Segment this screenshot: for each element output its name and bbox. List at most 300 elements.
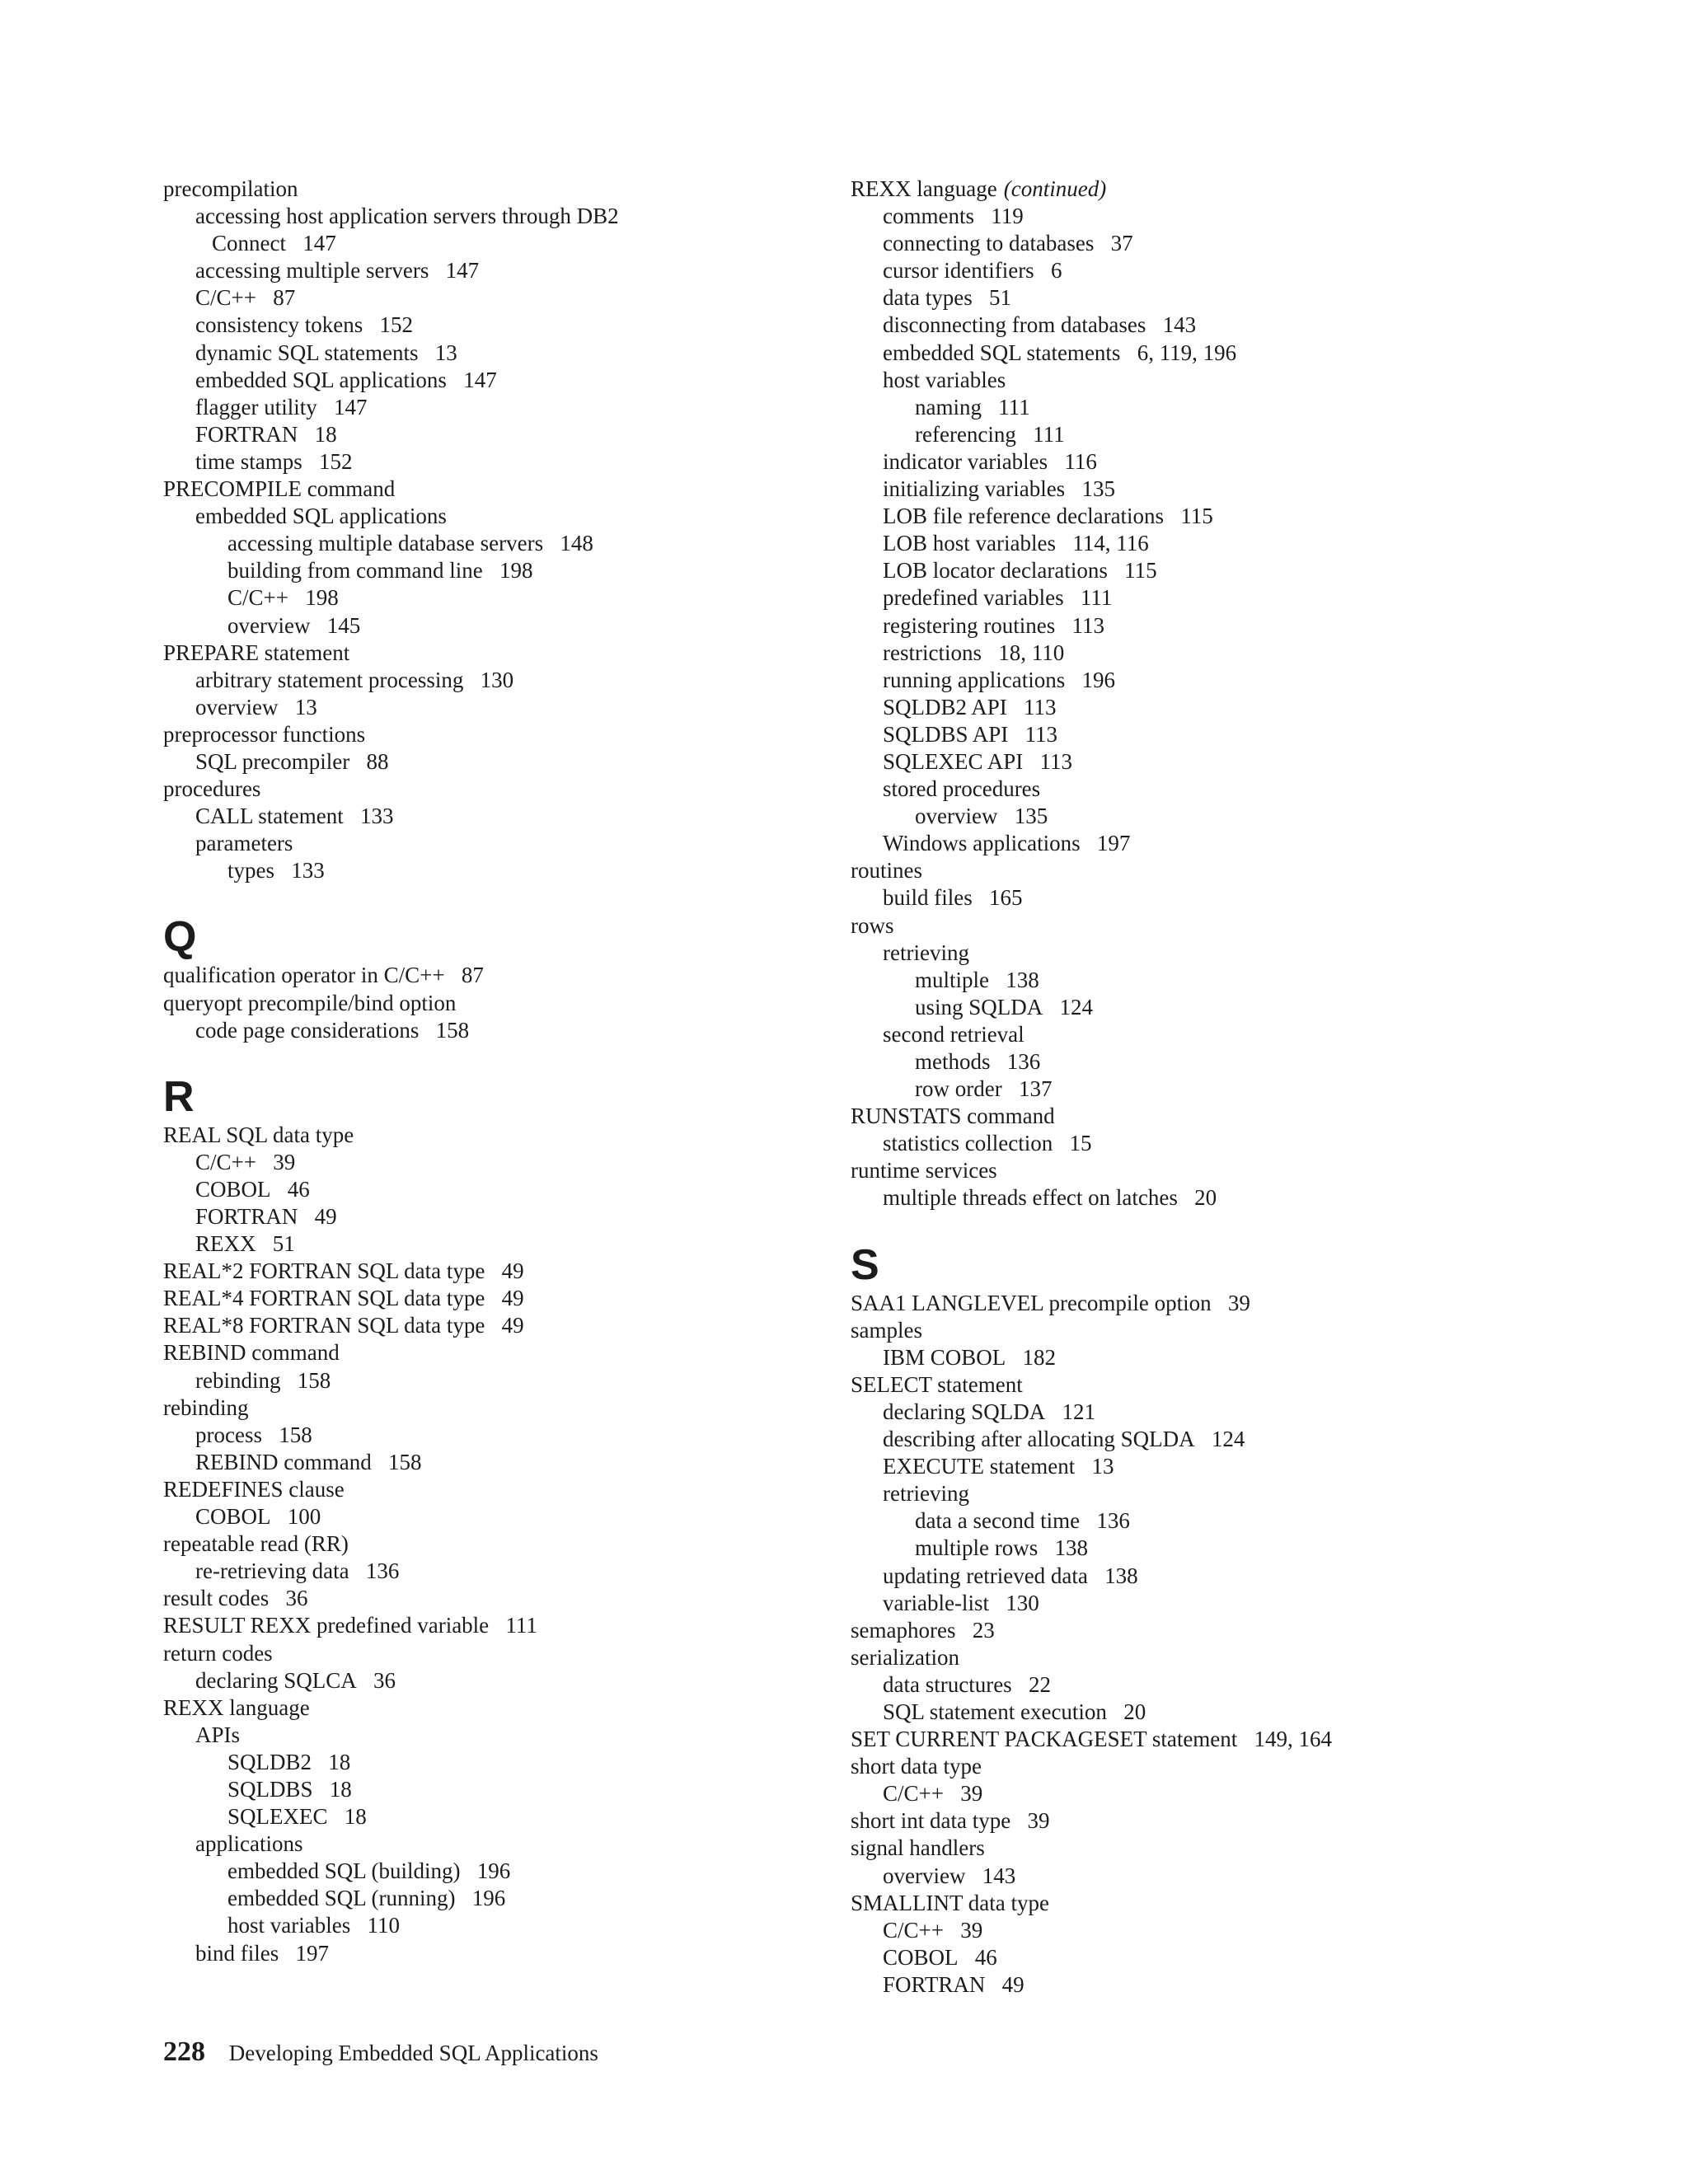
index-term: overview [227, 612, 311, 638]
index-entry [851, 612, 1477, 640]
index-term: result codes [163, 1586, 270, 1611]
index-term: bind files [195, 1940, 279, 1966]
page-reference: 148 [560, 531, 593, 556]
index-entry [851, 1780, 1477, 1807]
page-reference: 113 [1039, 748, 1073, 774]
page-reference: 13 [1091, 1454, 1114, 1479]
index-term: SQLDBS [227, 1776, 313, 1802]
index-term: REAL*8 FORTRAN SQL data type [163, 1313, 485, 1338]
page-reference: 115 [1124, 558, 1157, 583]
index-entry [163, 367, 790, 394]
index-term: arbitrary statement processing [195, 667, 464, 692]
page-reference: 111 [1080, 585, 1113, 611]
index-entry [163, 1285, 790, 1312]
index-term: cursor identifiers [883, 258, 1034, 284]
page-reference: 39 [960, 1917, 983, 1943]
page-reference: 39 [1227, 1290, 1250, 1315]
index-term: embedded SQL applications [195, 367, 447, 392]
index-entry [163, 530, 790, 557]
page-reference: 138 [1104, 1563, 1138, 1588]
index-entry [851, 640, 1477, 667]
page-reference: 49 [501, 1313, 524, 1338]
index-term: return codes [163, 1640, 273, 1666]
index-entry [163, 1858, 790, 1885]
index-entry [851, 1753, 1477, 1780]
page-reference: 18 [344, 1804, 367, 1830]
index-term: LOB locator declarations [883, 558, 1108, 583]
index-term: time stamps [195, 448, 302, 474]
index-term: updating retrieved data [883, 1563, 1088, 1588]
page-reference: 135 [1081, 476, 1115, 502]
index-term: signal handlers [851, 1835, 985, 1861]
index-entry [851, 912, 1477, 940]
page-reference: 143 [982, 1863, 1016, 1888]
index-entry [851, 940, 1477, 967]
index-entry [163, 1749, 790, 1776]
index-term: routines [851, 858, 922, 883]
index-term: multiple threads effect on latches [883, 1185, 1178, 1211]
index-term: COBOL [883, 1944, 959, 1970]
page-reference: 119 [991, 204, 1024, 229]
index-term: C/C++ [883, 1917, 944, 1943]
index-entry [851, 1317, 1477, 1344]
index-entry [163, 1230, 790, 1258]
index-entry [163, 312, 790, 339]
page-reference: 111 [1033, 421, 1065, 447]
index-entry [851, 1130, 1477, 1157]
index-entry [851, 1590, 1477, 1617]
index-term: referencing [915, 421, 1016, 447]
page-reference: 130 [480, 667, 514, 692]
page-reference: 136 [365, 1558, 400, 1584]
index-term: statistics collection [883, 1131, 1053, 1156]
page-reference: 138 [1006, 967, 1039, 992]
page-reference: 113 [1071, 612, 1104, 638]
index-entry [851, 312, 1477, 339]
index-entry [163, 1503, 790, 1530]
page-reference: 22 [1028, 1671, 1051, 1697]
index-entry [851, 884, 1477, 912]
index-term: embedded SQL (running) [227, 1886, 456, 1911]
index-entry [163, 1722, 790, 1749]
index-term: short data type [851, 1754, 982, 1779]
index-entry [163, 694, 790, 721]
index-term: connecting to databases [883, 231, 1095, 256]
page-reference: 158 [297, 1367, 331, 1393]
index-term: data types [883, 285, 973, 311]
index-term: registering routines [883, 612, 1056, 638]
index-entry [163, 257, 790, 284]
index-term: APIs [195, 1722, 241, 1747]
page-reference: 196 [476, 1858, 511, 1884]
index-entry [851, 857, 1477, 884]
index-entry [163, 176, 790, 203]
index-entry [163, 803, 790, 830]
page-reference: 147 [463, 367, 497, 392]
index-term: embedded SQL applications [195, 504, 447, 529]
index-entry [163, 1367, 790, 1394]
index-term: overview [195, 694, 279, 719]
index-term: retrieving [883, 1481, 969, 1507]
index-entry [851, 830, 1477, 857]
index-entry [851, 1644, 1477, 1671]
index-term: SET CURRENT PACKAGESET statement [851, 1727, 1238, 1752]
page-reference: 39 [960, 1781, 983, 1807]
index-entry [163, 1612, 790, 1639]
page-reference: 114, 116 [1072, 531, 1149, 556]
index-term: data structures [883, 1671, 1012, 1697]
index-term: LOB file reference declarations [883, 504, 1165, 529]
index-term: SQLDB2 [227, 1749, 312, 1774]
index-term: PRECOMPILE command [163, 476, 396, 502]
index-term: C/C++ [195, 285, 256, 311]
index-term: describing after allocating SQLDA [883, 1427, 1195, 1452]
index-term: accessing multiple servers [195, 258, 429, 284]
page-reference: 135 [1014, 804, 1048, 829]
index-entry [163, 1149, 790, 1176]
index-entry [163, 503, 790, 530]
index-term: stored procedures [883, 776, 1041, 802]
index-entry [851, 1507, 1477, 1535]
page-reference: 147 [302, 231, 336, 256]
index-term: PREPARE statement [163, 640, 350, 665]
index-entry [163, 1912, 790, 1939]
index-entry [851, 1399, 1477, 1426]
continued-note: (continued) [1003, 176, 1107, 201]
page-reference: 36 [373, 1667, 396, 1693]
page-reference: 198 [305, 585, 339, 611]
index-entry [163, 1394, 790, 1422]
index-term: indicator variables [883, 448, 1048, 474]
index-term: row order [915, 1076, 1002, 1102]
page-reference: 6, 119, 196 [1137, 340, 1237, 365]
index-entry [163, 667, 790, 694]
index-entry [851, 1617, 1477, 1644]
index-entry [851, 1971, 1477, 1999]
index-entry [163, 1885, 790, 1912]
index-entry [851, 394, 1477, 421]
page-reference: 88 [366, 748, 389, 774]
index-term: CALL statement [195, 804, 344, 829]
index-term: rebinding [163, 1394, 249, 1420]
page-reference: 152 [319, 448, 353, 474]
index-term: running applications [883, 667, 1066, 692]
index-entry [851, 1426, 1477, 1453]
index-entry [851, 1048, 1477, 1076]
index-entry [163, 830, 790, 857]
page-reference: 130 [1006, 1590, 1039, 1615]
page-reference: 143 [1162, 312, 1197, 338]
page-reference: 36 [285, 1586, 308, 1611]
index-entry [851, 530, 1477, 557]
page-reference: 198 [499, 558, 533, 583]
page-reference: 18 [314, 421, 337, 447]
index-term: C/C++ [227, 585, 288, 611]
index-term: RESULT REXX predefined variable [163, 1613, 490, 1638]
page-reference: 51 [988, 285, 1011, 311]
page-reference: 111 [505, 1613, 537, 1638]
index-term: REXX language [163, 1694, 310, 1720]
index-entry [851, 667, 1477, 694]
index-term: re-retrieving data [195, 1558, 349, 1584]
index-term: retrieving [883, 940, 969, 965]
index-term: C/C++ [883, 1781, 944, 1807]
index-term: EXECUTE statement [883, 1454, 1076, 1479]
index-term: SELECT statement [851, 1371, 1023, 1397]
index-entry [851, 1563, 1477, 1590]
index-term: initializing variables [883, 476, 1066, 502]
index-entry [851, 557, 1477, 584]
index-entry [163, 1640, 790, 1667]
index-term: flagger utility [195, 394, 317, 419]
index-term: dynamic SQL statements [195, 340, 419, 365]
index-entry [163, 1694, 790, 1722]
index-entry [163, 1312, 790, 1339]
index-term: declaring SQLCA [195, 1667, 357, 1693]
index-entry [163, 584, 790, 612]
index-term: methods [915, 1049, 991, 1074]
section-heading: Q [163, 913, 197, 962]
index-entry [163, 1558, 790, 1585]
index-entry [851, 1944, 1477, 1971]
index-term: REDEFINES clause [163, 1476, 345, 1502]
index-term: REBIND command [195, 1449, 372, 1474]
index-entry [163, 748, 790, 776]
index-term: serialization [851, 1644, 959, 1670]
index-column-left [163, 176, 790, 1967]
page-reference: 111 [998, 394, 1030, 419]
index-entry [163, 1476, 790, 1503]
page-reference: 49 [501, 1286, 524, 1311]
page-reference: 18 [329, 1776, 352, 1802]
page-reference: 133 [359, 804, 394, 829]
page-reference: 46 [287, 1176, 310, 1202]
index-entry [851, 176, 1477, 203]
index-term: accessing host application servers through DB2 [195, 204, 619, 229]
page-reference: 49 [501, 1258, 524, 1284]
index-entry [851, 1699, 1477, 1726]
index-term: REBIND command [163, 1340, 340, 1366]
index-term: repeatable read (RR) [163, 1531, 349, 1557]
page-reference: 18, 110 [998, 640, 1065, 665]
page-footer [163, 2036, 598, 2069]
page-reference: 196 [1081, 667, 1115, 692]
index-entry [851, 776, 1477, 803]
page-reference: 49 [314, 1204, 337, 1229]
page-reference: 158 [279, 1422, 312, 1447]
index-term: SQL statement execution [883, 1699, 1107, 1724]
index-entry [851, 257, 1477, 284]
index-entry [851, 694, 1477, 721]
index-term: SQLDB2 API [883, 694, 1007, 719]
index-entry [851, 748, 1477, 776]
page-reference: 51 [272, 1231, 295, 1257]
index-entry [851, 1890, 1477, 1917]
index-entry [163, 1339, 790, 1366]
index-entry [163, 394, 790, 421]
page-reference: 197 [295, 1940, 329, 1966]
page-reference: 110 [367, 1913, 400, 1938]
page-reference: 116 [1064, 448, 1097, 474]
index-term: parameters [195, 831, 293, 856]
index-entry [163, 1122, 790, 1149]
index-term: qualification operator in C/C++ [163, 963, 445, 988]
index-term: COBOL [195, 1504, 271, 1530]
page-reference: 115 [1180, 504, 1213, 529]
index-entry [163, 1830, 790, 1858]
page-reference: 13 [294, 694, 317, 719]
index-term: consistency tokens [195, 312, 363, 338]
index-term: REXX language [851, 176, 997, 201]
index-entry [163, 1667, 790, 1694]
index-entry [851, 1344, 1477, 1371]
index-entry [851, 1103, 1477, 1130]
index-term: Connect [212, 231, 286, 256]
section-heading: S [851, 1240, 879, 1289]
index-term: FORTRAN [195, 1204, 298, 1229]
section-heading: R [163, 1072, 195, 1121]
index-entry [163, 776, 790, 803]
page-reference: 124 [1059, 994, 1094, 1019]
index-entry [851, 367, 1477, 394]
page-reference: 147 [445, 258, 480, 284]
index-term: second retrieval [883, 1021, 1025, 1047]
page-reference: 39 [273, 1149, 296, 1174]
index-term: using SQLDA [915, 994, 1043, 1019]
index-term: code page considerations [195, 1017, 420, 1043]
index-entry [851, 1371, 1477, 1399]
index-entry [851, 1671, 1477, 1699]
index-entry [851, 1480, 1477, 1507]
index-entry [163, 857, 790, 884]
index-term: REAL*2 FORTRAN SQL data type [163, 1258, 485, 1284]
index-term: overview [883, 1863, 966, 1888]
page-reference: 147 [333, 394, 368, 419]
index-term: embedded SQL statements [883, 340, 1121, 365]
index-entry [163, 990, 790, 1017]
page-reference: 158 [387, 1449, 422, 1474]
index-entry [163, 340, 790, 367]
index-term: LOB host variables [883, 531, 1056, 556]
index-term: RUNSTATS command [851, 1104, 1055, 1129]
page-reference: 20 [1123, 1699, 1146, 1724]
index-term: building from command line [227, 558, 483, 583]
index-term: naming [915, 394, 982, 419]
index-column-right [851, 176, 1477, 1999]
index-term: runtime services [851, 1158, 997, 1183]
page-reference: 133 [291, 858, 325, 883]
page-reference: 196 [471, 1886, 506, 1911]
index-entry [163, 962, 790, 989]
index-term: C/C++ [195, 1149, 256, 1174]
index-term: accessing multiple database servers [227, 531, 544, 556]
index-term: REAL*4 FORTRAN SQL data type [163, 1286, 485, 1311]
index-entry [851, 284, 1477, 312]
page-reference: 6 [1050, 258, 1062, 284]
index-term: queryopt precompile/bind option [163, 990, 457, 1015]
index-entry [163, 284, 790, 312]
index-entry [163, 1017, 790, 1044]
index-entry [851, 1863, 1477, 1890]
index-entry [163, 230, 790, 257]
page-reference: 113 [1024, 694, 1057, 719]
index-term: host variables [883, 367, 1006, 392]
page-reference: 87 [461, 963, 484, 988]
index-entry [163, 476, 790, 503]
index-entry [163, 1422, 790, 1449]
index-term: data a second time [915, 1508, 1081, 1534]
index-entry [163, 557, 790, 584]
index-term: REXX [195, 1231, 256, 1257]
index-entry [851, 1076, 1477, 1103]
index-entry [163, 640, 790, 667]
page-reference: 23 [972, 1617, 995, 1643]
index-entry [163, 448, 790, 476]
page-reference: 136 [1096, 1508, 1130, 1534]
index-term: process [195, 1422, 262, 1447]
page-reference: 149, 164 [1254, 1727, 1333, 1752]
index-term: REAL SQL data type [163, 1122, 354, 1147]
index-entry [851, 1535, 1477, 1562]
page-reference: 13 [434, 340, 457, 365]
page-reference: 39 [1027, 1808, 1050, 1834]
index-entry [163, 1940, 790, 1967]
page-reference: 20 [1194, 1185, 1217, 1211]
index-entry [163, 1449, 790, 1476]
index-term: SQLEXEC API [883, 748, 1024, 774]
page-reference: 113 [1025, 721, 1058, 747]
page-reference: 158 [435, 1017, 470, 1043]
page-reference: 121 [1062, 1399, 1095, 1424]
index-entry [163, 721, 790, 748]
index-entry [851, 1157, 1477, 1184]
book-title: Developing Embedded SQL Applications [228, 2041, 598, 2065]
index-term: declaring SQLDA [883, 1399, 1046, 1424]
index-entry [851, 230, 1477, 257]
page-reference: 152 [379, 312, 413, 338]
index-entry [163, 612, 790, 640]
index-entry [163, 421, 790, 448]
page-reference: 124 [1211, 1427, 1245, 1452]
index-entry [851, 584, 1477, 612]
index-entry [851, 1917, 1477, 1944]
page-reference: 137 [1018, 1076, 1053, 1102]
index-entry [851, 203, 1477, 230]
index-term: restrictions [883, 640, 982, 665]
page-reference: 46 [974, 1944, 997, 1970]
index-term: overview [915, 804, 998, 829]
index-term: predefined variables [883, 585, 1064, 611]
index-entry [163, 1530, 790, 1558]
index-term: SQLEXEC [227, 1804, 328, 1830]
index-term: samples [851, 1317, 922, 1343]
index-entry [851, 1021, 1477, 1048]
index-term: FORTRAN [883, 1971, 986, 1997]
index-entry [163, 1176, 790, 1203]
index-entry [163, 1258, 790, 1285]
index-entry [851, 994, 1477, 1021]
index-entry [851, 476, 1477, 503]
page-reference: 37 [1110, 231, 1133, 256]
index-entry [851, 721, 1477, 748]
index-entry [851, 1726, 1477, 1753]
index-term: host variables [227, 1913, 351, 1938]
page-reference: 49 [1001, 1971, 1025, 1997]
index-term: COBOL [195, 1176, 271, 1202]
index-entry [163, 1776, 790, 1803]
index-term: types [227, 858, 274, 883]
page-reference: 100 [287, 1504, 321, 1530]
